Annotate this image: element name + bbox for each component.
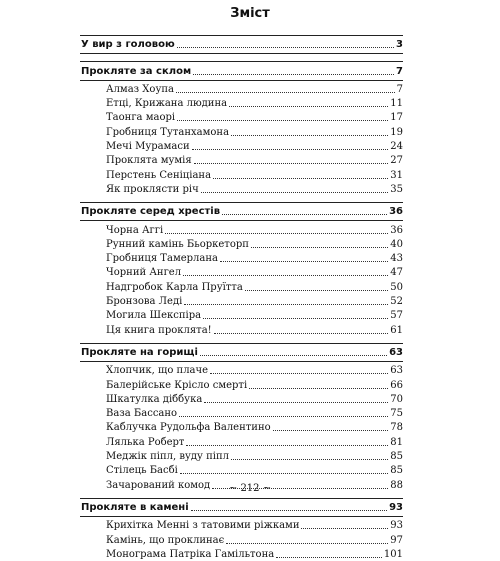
section-gap: [80, 55, 403, 59]
entry-title: Балерійське Крісло смерті: [106, 379, 248, 391]
section-rule: [80, 343, 403, 344]
section-gap: [80, 337, 403, 341]
entry-title: Алмаз Хоупа: [106, 83, 174, 95]
dot-leader: [204, 402, 388, 403]
toc-entry: [80, 420, 403, 434]
toc-entry: [80, 406, 403, 420]
dot-leader: [180, 473, 388, 474]
entry-title: Стілець Басбі: [106, 465, 178, 477]
toc-entry: [80, 377, 403, 391]
dot-leader: [179, 416, 388, 417]
toc-entry: [80, 124, 403, 138]
toc-entry: [80, 308, 403, 322]
dot-leader: [193, 74, 394, 75]
page-ref: 61: [390, 324, 403, 336]
dot-leader: [200, 355, 387, 356]
toc-entry: [80, 392, 403, 406]
page-ref: 50: [390, 281, 403, 293]
page-title: Зміст: [230, 6, 270, 21]
toc-entry: [80, 182, 403, 196]
toc-entry: [80, 265, 403, 279]
page-ref: 63: [389, 346, 403, 358]
toc-entry: [80, 96, 403, 110]
page-ref: 40: [390, 238, 403, 250]
page-ref: 101: [383, 548, 403, 560]
dot-leader: [201, 192, 389, 193]
toc-entry: [80, 532, 403, 546]
toc-entry: [80, 110, 403, 124]
page-ref: 19: [390, 126, 403, 138]
dot-leader: [183, 275, 388, 276]
entry-title: Гробниця Тамерлана: [106, 253, 218, 265]
section-title: Прокляте в камені: [81, 501, 189, 513]
entry-title: Монограма Патріка Гамільтона: [106, 548, 275, 560]
dot-leader: [222, 214, 387, 215]
page-ref: 7: [396, 65, 403, 77]
page-ref: 85: [390, 465, 403, 477]
entry-title: Надгробок Карла Пруїтта: [106, 281, 243, 293]
page-ref: 85: [390, 451, 403, 463]
section-title: У вир з головою: [81, 39, 175, 51]
page-ref: 93: [389, 501, 403, 513]
entry-title: Як проклясти річ: [106, 183, 199, 195]
dot-leader: [210, 373, 388, 374]
dot-leader: [177, 120, 388, 121]
page-ref: 7: [396, 83, 403, 95]
page-ref: 36: [389, 206, 403, 218]
entry-title: Бронзова Леді: [106, 296, 183, 308]
toc-entry: [80, 139, 403, 153]
section-title: Прокляте на горищі: [81, 346, 198, 358]
entry-title: Могила Шекспіра: [106, 310, 202, 322]
page-ref: 35: [390, 183, 403, 195]
dot-leader: [229, 106, 388, 107]
toc-entry: [80, 547, 403, 561]
dot-leader: [214, 333, 389, 334]
dot-leader: [276, 557, 382, 558]
dot-leader: [184, 304, 388, 305]
toc-entry: [80, 463, 403, 477]
toc-entry: [80, 518, 403, 532]
page-ref: 66: [390, 379, 403, 391]
section-gap: [80, 196, 403, 200]
page-ref: 93: [390, 520, 403, 532]
section-rule: [80, 35, 403, 36]
dot-leader: [226, 543, 388, 544]
page-ref: 63: [390, 365, 403, 377]
dot-leader: [194, 163, 389, 164]
entry-title: Таонга маорі: [106, 112, 176, 124]
page-ref: 75: [390, 408, 403, 420]
page-ref: 97: [390, 534, 403, 546]
toc-entry: [80, 279, 403, 293]
page-ref: 52: [390, 296, 403, 308]
dot-leader: [273, 430, 389, 431]
toc-entry: [80, 434, 403, 448]
entry-title: Каблучка Рудольфа Валентино: [106, 422, 271, 434]
entry-title: Ця книга проклята!: [106, 324, 212, 336]
dot-leader: [165, 233, 388, 234]
dot-leader: [176, 92, 395, 93]
entry-title: Перстень Сеніціана: [106, 169, 212, 181]
section-title: Прокляте за склом: [81, 65, 192, 77]
page-ref: 78: [390, 422, 403, 434]
toc-entry: [80, 167, 403, 181]
dot-leader: [203, 318, 388, 319]
page-ref: 47: [390, 267, 403, 279]
dot-leader: [251, 247, 388, 248]
page-number: ~ 212 ~: [228, 483, 272, 494]
toc-section-heading: [80, 63, 403, 77]
page-ref: 27: [390, 155, 403, 167]
page-ref: 24: [390, 141, 403, 153]
page-ref: 57: [390, 310, 403, 322]
section-rule: [80, 53, 403, 54]
toc-section-heading: [80, 37, 403, 51]
toc-entry: [80, 294, 403, 308]
entry-title: Ваза Бассано: [106, 408, 178, 420]
entry-title: Камінь, що проклинає: [106, 534, 225, 546]
entry-title: Гробниця Тутанхамона: [106, 126, 230, 138]
page-ref: 3: [396, 39, 403, 51]
page-ref: 70: [390, 393, 403, 405]
dot-leader: [213, 178, 388, 179]
entry-title: Чорна Аггі: [106, 224, 164, 236]
toc-section-heading: [80, 204, 403, 218]
toc-section-heading: [80, 500, 403, 514]
dot-leader: [231, 459, 388, 460]
toc-entry: [80, 222, 403, 236]
section-rule: [80, 498, 403, 499]
entry-title: Хлопчик, що плаче: [106, 365, 209, 377]
page-ref: 36: [390, 224, 403, 236]
section-rule: [80, 516, 403, 517]
toc-entry: [80, 82, 403, 96]
dot-leader: [192, 149, 389, 150]
page-ref: 11: [390, 98, 403, 110]
toc-entry: [80, 449, 403, 463]
entry-title: Крихітка Менні з татовими ріжками: [106, 520, 300, 532]
entry-title: Меджік піпл, вуду піпл: [106, 451, 229, 463]
dot-leader: [249, 388, 388, 389]
page-ref: 17: [390, 112, 403, 124]
section-rule: [80, 220, 403, 221]
dot-leader: [186, 445, 388, 446]
dot-leader: [231, 135, 388, 136]
toc-entry: [80, 153, 403, 167]
entry-title: Етці, Крижана людина: [106, 98, 228, 110]
entry-title: Лялька Роберт: [106, 436, 185, 448]
page-ref: 88: [390, 479, 403, 491]
page-ref: 43: [390, 253, 403, 265]
dot-leader: [245, 290, 388, 291]
section-rule: [80, 61, 403, 62]
dot-leader: [191, 510, 387, 511]
section-rule: [80, 202, 403, 203]
dot-leader: [220, 261, 388, 262]
section-rule: [80, 361, 403, 362]
entry-title: Шкатулка діббука: [106, 393, 203, 405]
entry-title: Проклята мумія: [106, 155, 192, 167]
entry-title: Рунний камінь Бьоркеторп: [106, 238, 249, 250]
entry-title: Зачарований комод: [106, 479, 211, 491]
toc-entry: [80, 363, 403, 377]
page-ref: 81: [390, 436, 403, 448]
section-title: Прокляте серед хрестів: [81, 206, 221, 218]
section-rule: [80, 80, 403, 81]
page-ref: 31: [390, 169, 403, 181]
dot-leader: [177, 47, 394, 48]
toc-entry: [80, 237, 403, 251]
toc-entry: [80, 251, 403, 265]
table-of-contents: [80, 33, 403, 561]
entry-title: Мечі Мурамаси: [106, 141, 190, 153]
dot-leader: [301, 528, 388, 529]
toc-section-heading: [80, 345, 403, 359]
entry-title: Чорний Ангел: [106, 267, 182, 279]
toc-entry: [80, 322, 403, 336]
